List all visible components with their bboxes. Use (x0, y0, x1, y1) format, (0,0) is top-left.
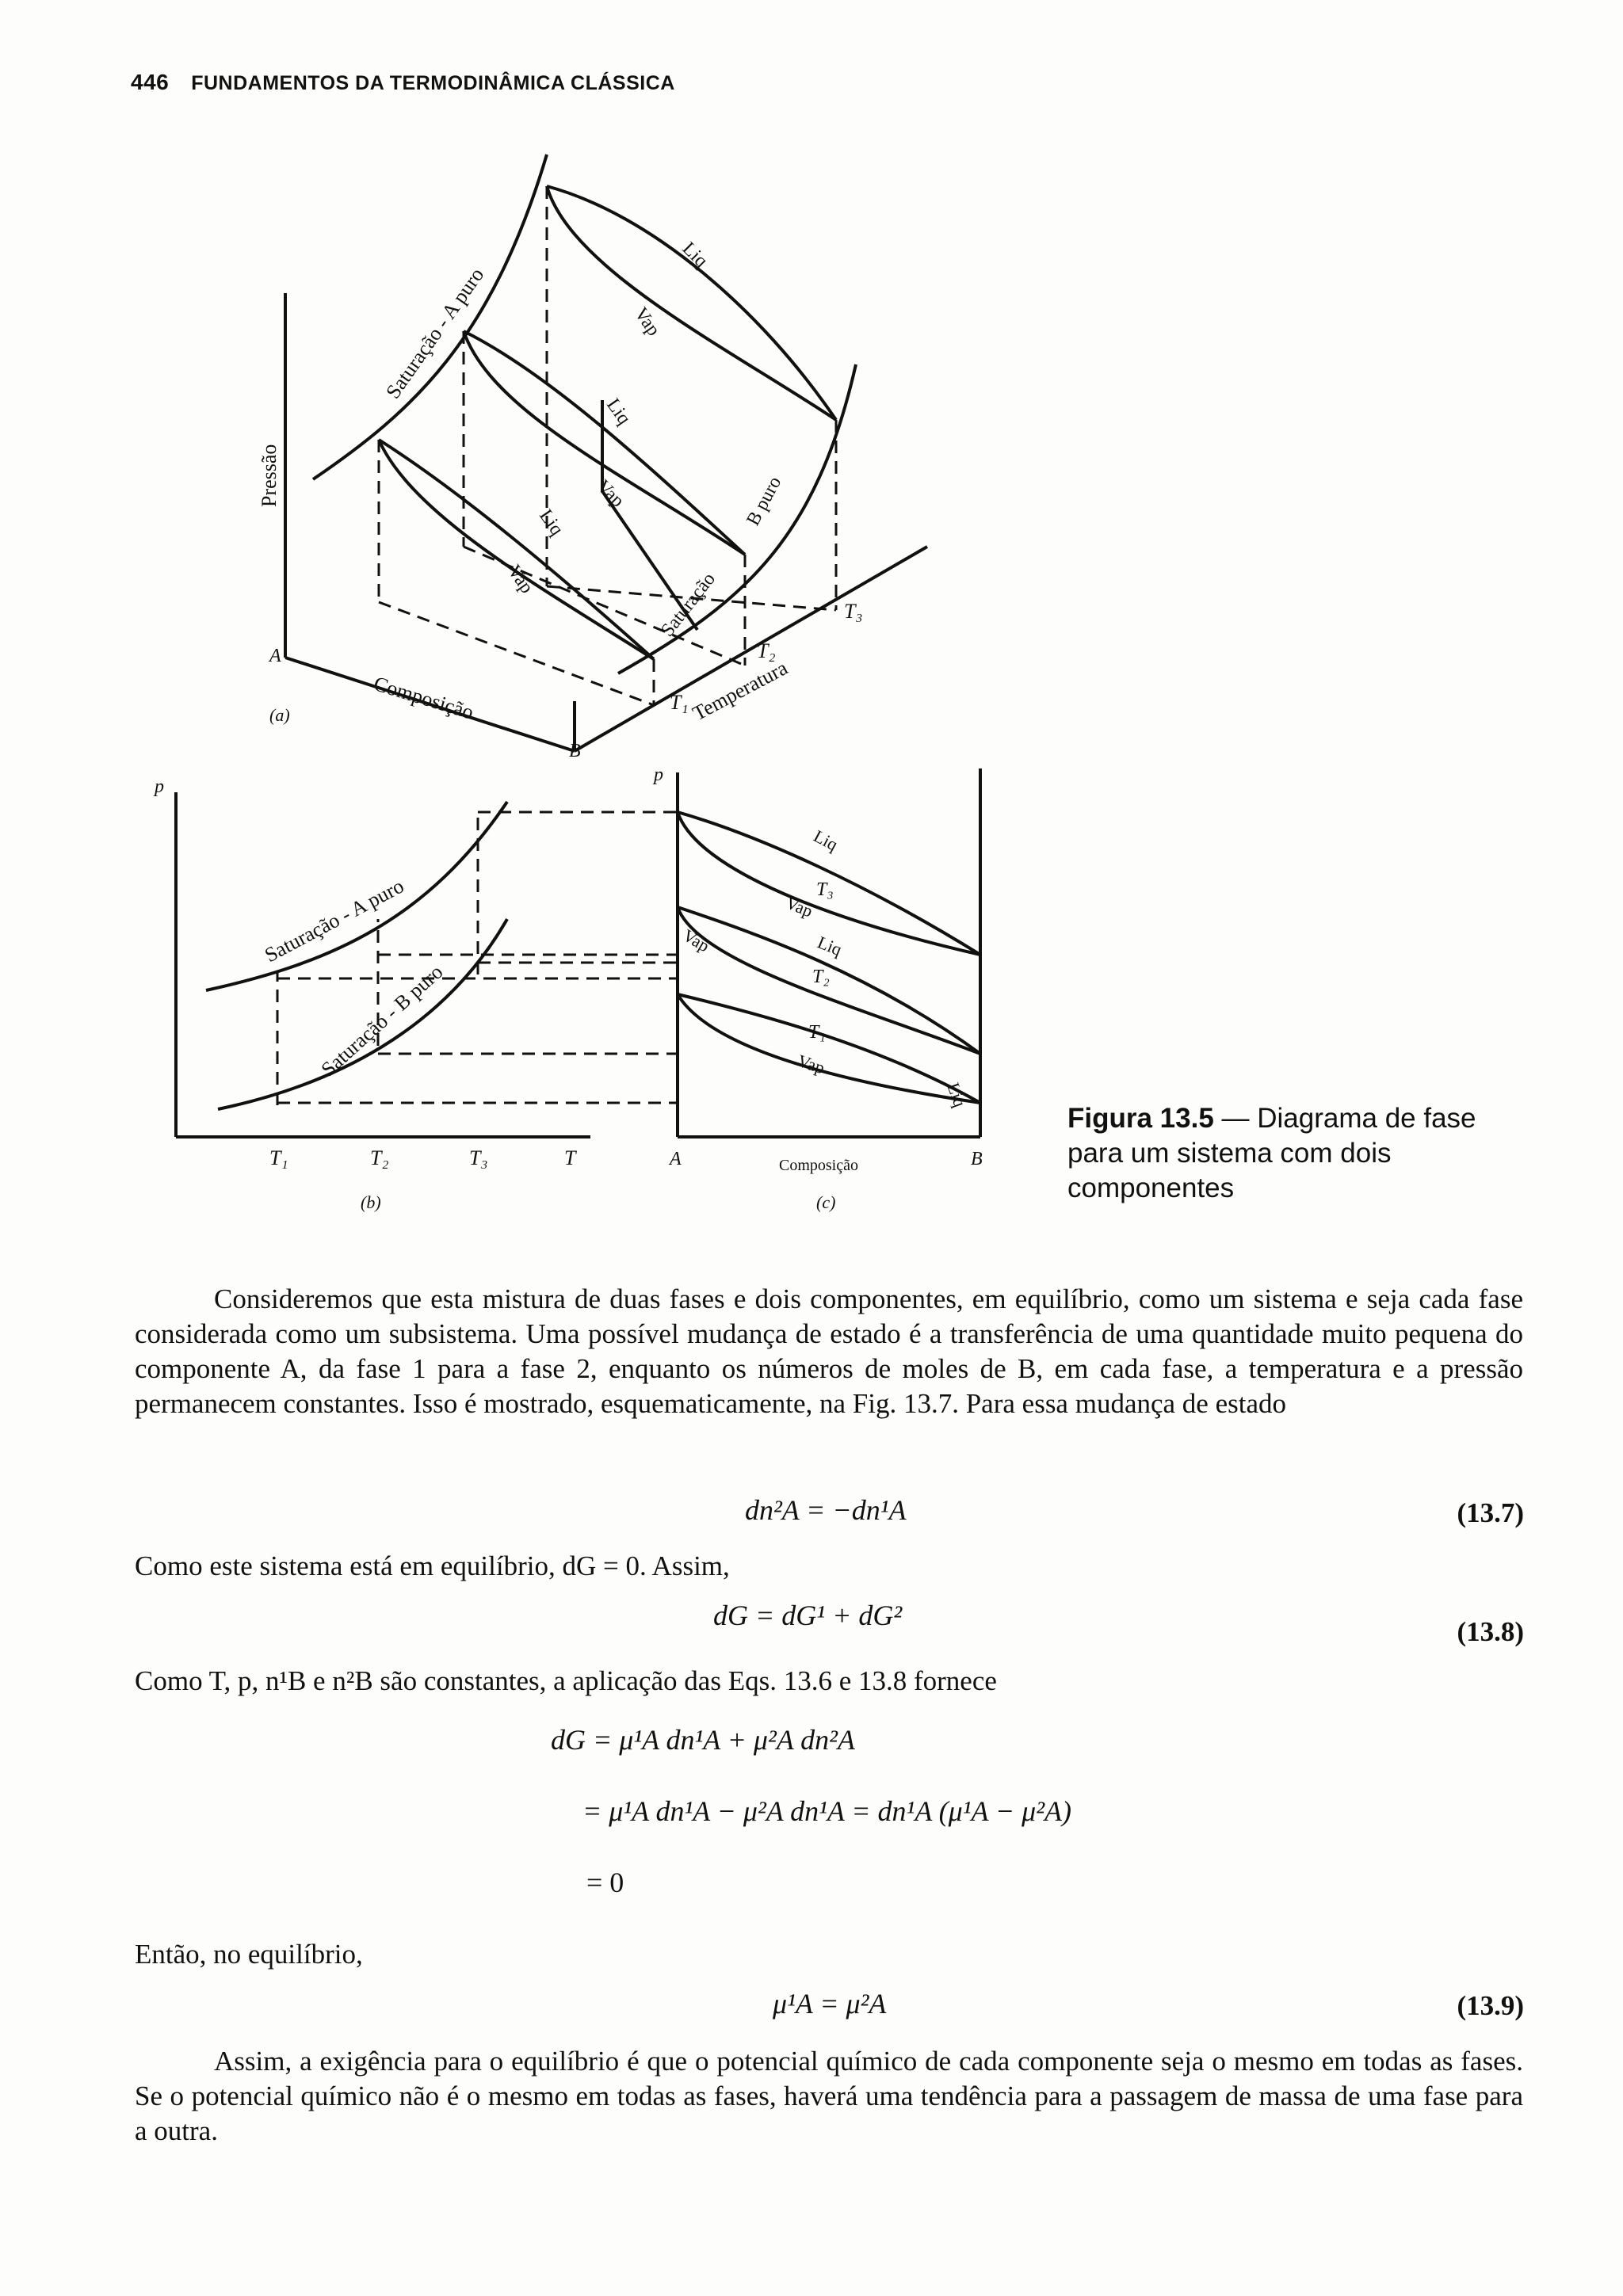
label-composition-a: Composição (371, 672, 477, 724)
t3-vap-curve (547, 186, 836, 420)
label-vap-c-t2: Vap (679, 925, 713, 956)
equation-13-8: dG = dG¹ + dG² (713, 1600, 903, 1631)
label-liq-c-t3: Liq (810, 826, 842, 855)
label-t3-b: T₃ (469, 1146, 488, 1169)
page-number: 446 (131, 70, 170, 94)
equation-13-9-number: (13.9) (1457, 1990, 1524, 2021)
label-t1-b: T₁ (269, 1146, 288, 1169)
label-vap-c-t1: Vap (795, 1050, 827, 1078)
label-t2-c: T₂ (812, 967, 830, 987)
label-p-b: p (155, 776, 164, 797)
sat-a-curve (313, 154, 547, 479)
label-t-b: T (564, 1146, 576, 1169)
label-tag-a: (a) (269, 705, 290, 725)
label-a-c: A (670, 1149, 682, 1169)
label-sat-b-short2: B puro (743, 473, 786, 529)
t2-liq-curve (464, 331, 745, 555)
paragraph-4: Então, no equilíbrio, (135, 1939, 363, 1970)
equation-dg-line1: dG = μ¹A dn¹A + μ²A dn²A (551, 1724, 855, 1756)
label-liq-t3: Liq (678, 238, 712, 272)
running-title: FUNDAMENTOS DA TERMODINÂMICA CLÁSSICA (191, 72, 675, 94)
label-tag-c: (c) (816, 1192, 836, 1212)
label-p-c: p (654, 765, 663, 785)
caption-label: Figura 13.5 (1067, 1103, 1214, 1134)
label-vap-t1: Vap (503, 561, 537, 598)
label-liq-c-t1: Liq (943, 1080, 971, 1110)
t3-liq-curve (547, 186, 836, 420)
figure-caption (1067, 1101, 1511, 1206)
paragraph-2: Como este sistema está em equilíbrio, dG = 0. Assim, (135, 1550, 730, 1581)
panel-c-t1-liq (678, 994, 980, 1103)
t2-vap-curve (464, 331, 745, 555)
label-liq-t2: Liq (602, 395, 635, 429)
label-tag-b: (b) (361, 1192, 381, 1212)
label-t2-a: T₂ (757, 639, 776, 662)
paragraph-1: Consideremos que esta mistura de duas fases e dois componentes, em equilíbrio, como um sistema e seja cada fase considerada como um subsistema. Uma possível mudança de estado é a transferência de uma quantidade muito pequena do componente A, da fase 1 para a fase 2, enquanto os números de moles de B, em cada fase, a temperatura e a pressão permanecem constantes. Isso é mostrado, esquematicamente, na Fig. 13.7. Para essa mudança de estado (135, 1283, 1523, 1419)
label-composition-c: Composição (779, 1157, 858, 1174)
label-sat-a: Saturação - A puro (381, 263, 489, 403)
equation-13-7: dn²A = −dn¹A (745, 1494, 907, 1526)
label-vap-c-t3: Vap (783, 892, 816, 921)
label-b-c: B (971, 1149, 983, 1169)
caption-text: — Diagrama de fase para um sistema com dois componentes (1067, 1103, 1476, 1203)
panel-c-t1-vap (678, 994, 980, 1103)
label-pressure: Pressão (258, 444, 281, 507)
equation-dg-line2: = μ¹A dn¹A − μ²A dn¹A = dn¹A (μ¹A − μ²A) (582, 1795, 1072, 1827)
equation-13-7-number: (13.7) (1457, 1497, 1524, 1528)
equation-13-9: μ¹A = μ²A (773, 1988, 887, 2019)
label-t3-a: T₃ (844, 600, 863, 623)
label-sat-b-b: Saturação - B puro (316, 959, 448, 1081)
label-t3-c: T₃ (816, 879, 834, 900)
label-vap-t3: Vap (630, 303, 664, 341)
label-vap-t2: Vap (592, 475, 628, 512)
equation-dg-line3: = 0 (586, 1867, 624, 1898)
label-sat-a-b: Saturação - A puro (261, 874, 408, 967)
label-temperature-a: Temperatura (689, 656, 792, 726)
paragraph-3: Como T, p, n¹B e n²B são constantes, a aplicação das Eqs. 13.6 e 13.8 fornece (135, 1665, 997, 1696)
label-liq-t1: Liq (535, 505, 567, 540)
label-liq-c-t2: Liq (815, 932, 845, 960)
paragraph-5: Assim, a exigência para o equilíbrio é que o potencial químico de cada componente seja o mesmo em todas as fases. Se o potencial químico não é o mesmo em todas as fases, haverá uma tendência para a passagem de massa de uma fase para a outra. (135, 2046, 1523, 2146)
label-sat-b-short: Saturação (657, 569, 720, 641)
label-t1-a: T₁ (670, 691, 689, 714)
label-t1-c: T₁ (808, 1022, 826, 1043)
label-t2-b: T₂ (370, 1146, 389, 1169)
label-corner-a: A (269, 646, 281, 666)
equation-13-8-number: (13.8) (1457, 1616, 1524, 1647)
label-corner-b: B (569, 741, 581, 761)
